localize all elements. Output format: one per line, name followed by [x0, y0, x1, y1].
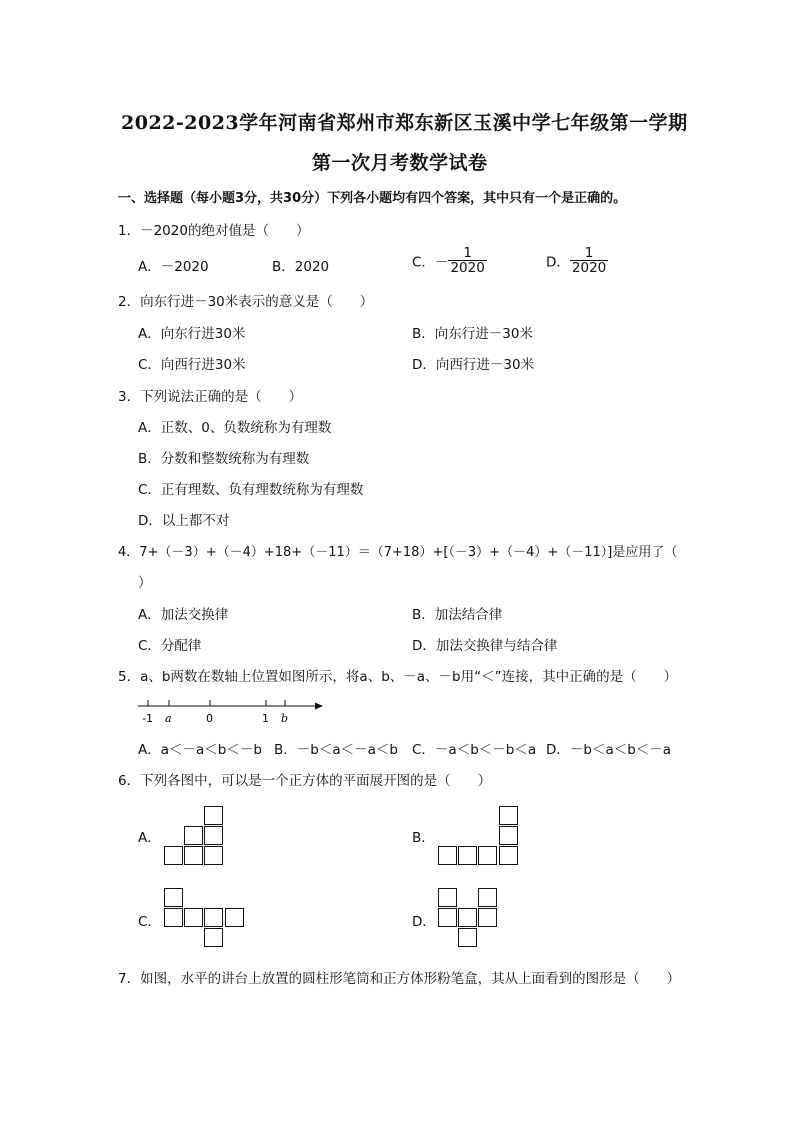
net-square: [458, 928, 477, 947]
q5-option-b: B．－b＜a＜－a＜b: [274, 742, 398, 758]
q1-stem: 1．－2020的绝对值是（ ）: [118, 223, 310, 239]
exam-title-line1: 2022-2023学年河南省郑州市郑东新区玉溪中学七年级第一学期: [121, 112, 688, 134]
fraction-numerator: 1: [463, 245, 472, 261]
q6-stem: 6．下列各图中，可以是一个正方体的平面展开图的是（ ）: [118, 773, 492, 789]
q3-option-d: D．以上都不对: [138, 513, 230, 529]
net-square: [438, 888, 457, 907]
section-header: 一、选择题（每小题3分，共30分）下列各小题均有四个答案，其中只有一个是正确的。: [118, 191, 627, 206]
net-square: [225, 908, 244, 927]
net-square: [184, 826, 203, 845]
net-square: [438, 846, 457, 865]
q4-stem-continued: ）: [138, 575, 152, 591]
net-square: [499, 846, 518, 865]
net-square: [184, 846, 203, 865]
q1-option-c: [412, 246, 487, 275]
fraction-numerator: 1: [584, 245, 594, 261]
net-square: [478, 846, 497, 865]
q5-option-a: A．a＜－a＜b＜－b: [138, 742, 262, 758]
q6-option-c-label: C．: [138, 914, 161, 930]
q3-option-c: C．正有理数、负有理数统称为有理数: [138, 482, 364, 498]
q2-option-a: A．向东行进30米: [138, 326, 246, 342]
q6-option-a-label: A．: [138, 830, 161, 846]
net-square: [204, 806, 223, 825]
q1-option-a: A．－2020: [138, 259, 209, 275]
label-1: 1: [262, 712, 269, 725]
label-a: a: [165, 712, 172, 725]
net-square: [478, 888, 497, 907]
q6-option-d-net: [438, 888, 498, 948]
net-square: [164, 846, 183, 865]
q1-option-c-fraction: [448, 246, 486, 275]
q1-option-d-prefix: D．: [546, 254, 570, 271]
q3-option-b: B．分数和整数统称为有理数: [138, 451, 310, 467]
number-line-figure: [136, 694, 332, 728]
net-square: [458, 846, 477, 865]
net-square: [499, 826, 518, 845]
label-b: b: [281, 712, 289, 725]
q1-option-b: B．2020: [272, 259, 330, 275]
q2-option-c: C．向西行进30米: [138, 357, 246, 373]
q6-option-c-net: [164, 888, 245, 948]
q5-stem: 5．a、b两数在数轴上位置如图所示，将a、b、－a、－b用“＜”连接，其中正确的是（ ）: [118, 669, 678, 685]
q1-option-d: [546, 246, 608, 275]
q7-stem: 7．如图，水平的讲台上放置的圆柱形笔筒和正方体形粉笔盒，其从上面看到的图形是（ ）: [118, 971, 681, 987]
q6-option-a-net: [164, 806, 224, 866]
net-square: [458, 908, 477, 927]
fraction-denominator: 2020: [571, 260, 607, 276]
net-square: [204, 928, 223, 947]
net-square: [478, 908, 497, 927]
label-minus-1: -1: [142, 712, 153, 725]
q2-stem: 2．向东行进－30米表示的意义是（ ）: [118, 294, 374, 310]
net-square: [164, 908, 183, 927]
q4-option-b: B．加法结合律: [412, 607, 503, 623]
net-square: [184, 908, 203, 927]
fraction-denominator: 2020: [450, 260, 485, 276]
net-square: [204, 846, 223, 865]
q4-option-d: D．加法交换律与结合律: [412, 638, 558, 654]
q2-option-d: D．向西行进－30米: [412, 357, 535, 373]
q5-option-d: D．－b＜a＜b＜－a: [546, 742, 672, 758]
q1-option-c-prefix: C．－: [412, 254, 449, 271]
net-square: [499, 806, 518, 825]
q3-option-a: A．正数、0、负数统称为有理数: [138, 420, 332, 436]
q6-option-b-net: [438, 806, 519, 866]
net-square: [164, 888, 183, 907]
q5-option-c: C．－a＜b＜－b＜a: [412, 742, 537, 758]
q1-option-d-fraction: [570, 246, 608, 275]
q4-option-a: A．加法交换律: [138, 607, 229, 623]
label-0: 0: [206, 712, 213, 725]
q6-option-b-label: B．: [412, 830, 435, 846]
exam-title-line2: 第一次月考数学试卷: [312, 152, 488, 174]
number-line-arrow: [315, 703, 323, 710]
net-square: [438, 908, 457, 927]
q3-stem: 3．下列说法正确的是（ ）: [118, 389, 303, 405]
q4-stem: 4．7+（－3）+（－4）+18+（－11）＝（7+18）+[（－3）+（－4）+（－11）]是应用了（: [118, 545, 678, 560]
net-square: [204, 826, 223, 845]
q4-option-c: C．分配律: [138, 638, 202, 654]
q2-option-b: B．向东行进－30米: [412, 326, 533, 342]
net-square: [204, 908, 223, 927]
q6-option-d-label: D．: [412, 914, 436, 930]
